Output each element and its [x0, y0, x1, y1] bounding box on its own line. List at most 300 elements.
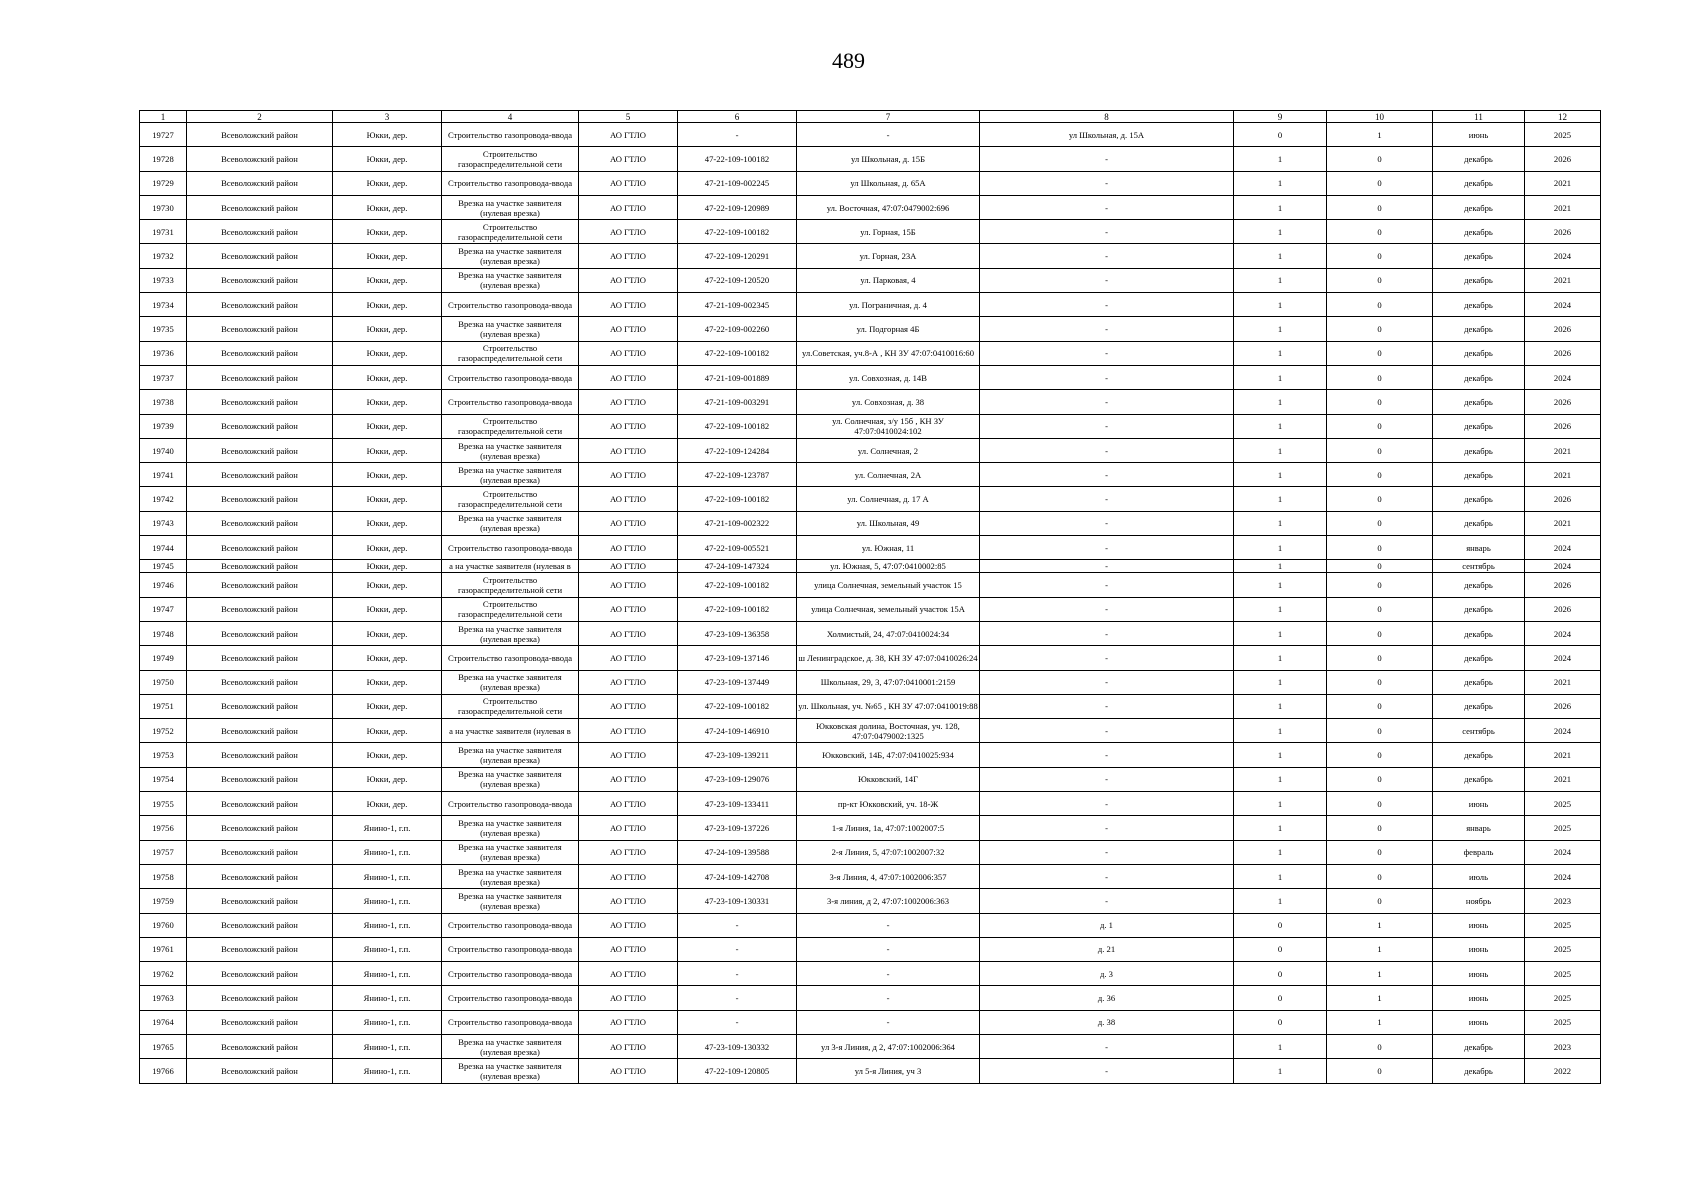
table-row	[140, 1059, 1601, 1083]
table-cell: Строительство газопровода-ввода	[442, 390, 579, 414]
table-cell: Строительство газопровода-ввода	[442, 536, 579, 560]
table-cell: Врезка на участке заявителя (нулевая врезка)	[442, 889, 579, 913]
table-row	[140, 767, 1601, 791]
table-cell: 1	[1234, 244, 1327, 268]
table-cell: -	[980, 670, 1234, 694]
column-header: 2	[187, 111, 333, 123]
table-row	[140, 646, 1601, 670]
table-cell: 1	[1234, 816, 1327, 840]
table-cell: июнь	[1433, 123, 1525, 147]
table-cell: -	[980, 365, 1234, 389]
table-cell: Школьная, 29, 3, 47:07:0410001:2159	[797, 670, 980, 694]
table-cell: Янино-1, г.п.	[333, 816, 442, 840]
table-cell: Всеволожский район	[187, 365, 333, 389]
table-cell: 0	[1327, 365, 1433, 389]
table-cell: -	[980, 390, 1234, 414]
table-cell: 2021	[1525, 670, 1601, 694]
table-cell: 1	[1234, 414, 1327, 438]
table-cell: -	[980, 646, 1234, 670]
table-cell: -	[980, 621, 1234, 645]
table-cell: сентябрь	[1433, 560, 1525, 573]
table-cell: декабрь	[1433, 268, 1525, 292]
table-cell: ул. Южная, 5, 47:07:0410002:85	[797, 560, 980, 573]
table-cell: АО ГТЛО	[579, 767, 678, 791]
table-cell: ул.Советская, уч.8-А , КН ЗУ 47:07:0410016:60	[797, 341, 980, 365]
table-cell: д. 36	[980, 986, 1234, 1010]
table-cell: 0	[1327, 463, 1433, 487]
table-cell: Всеволожский район	[187, 816, 333, 840]
table-cell: АО ГТЛО	[579, 171, 678, 195]
table-cell: 0	[1327, 621, 1433, 645]
table-cell: ул Школьная, д. 15Б	[797, 147, 980, 171]
table-cell: Всеволожский район	[187, 220, 333, 244]
table-cell: 47-23-109-137449	[678, 670, 797, 694]
table-cell: 0	[1327, 414, 1433, 438]
table-cell: декабрь	[1433, 293, 1525, 317]
table-cell: 47-22-109-120989	[678, 195, 797, 219]
table-cell: 19757	[140, 840, 187, 864]
table-cell: Строительство газораспределительной сети	[442, 414, 579, 438]
table-row	[140, 937, 1601, 961]
table-cell: 0	[1327, 293, 1433, 317]
header-row	[140, 111, 1601, 123]
table-cell: 19764	[140, 1010, 187, 1034]
table-cell: АО ГТЛО	[579, 816, 678, 840]
table-cell: ул. Совхозная, д. 14В	[797, 365, 980, 389]
table-cell: ноябрь	[1433, 889, 1525, 913]
table-cell: 0	[1234, 937, 1327, 961]
table-cell: 47-22-109-100182	[678, 694, 797, 718]
table-cell: -	[980, 597, 1234, 621]
table-cell: 2026	[1525, 573, 1601, 597]
table-cell: 0	[1327, 487, 1433, 511]
table-cell: ул Школьная, д. 65А	[797, 171, 980, 195]
table-cell: 1	[1234, 560, 1327, 573]
table-cell: Строительство газораспределительной сети	[442, 341, 579, 365]
column-header: 1	[140, 111, 187, 123]
table-cell: -	[797, 986, 980, 1010]
table-cell: 0	[1327, 244, 1433, 268]
table-cell: 2024	[1525, 293, 1601, 317]
table-cell: АО ГТЛО	[579, 463, 678, 487]
table-cell: 19745	[140, 560, 187, 573]
table-cell: 1	[1234, 646, 1327, 670]
table-cell: -	[980, 341, 1234, 365]
table-cell: АО ГТЛО	[579, 694, 678, 718]
table-cell: Всеволожский район	[187, 962, 333, 986]
table-cell: Врезка на участке заявителя (нулевая врезка)	[442, 840, 579, 864]
table-cell: АО ГТЛО	[579, 293, 678, 317]
table-cell: АО ГТЛО	[579, 220, 678, 244]
table-cell: АО ГТЛО	[579, 365, 678, 389]
table-cell: 2021	[1525, 438, 1601, 462]
table-cell: 19739	[140, 414, 187, 438]
table-cell: 3-я Линия, 4, 47:07:1002006:357	[797, 864, 980, 888]
table-cell: 1	[1234, 268, 1327, 292]
table-cell: 19741	[140, 463, 187, 487]
table-cell: 47-22-109-120520	[678, 268, 797, 292]
table-cell: Строительство газораспределительной сети	[442, 487, 579, 511]
table-row	[140, 123, 1601, 147]
column-header: 8	[980, 111, 1234, 123]
table-cell: Всеволожский район	[187, 621, 333, 645]
page-number: 489	[832, 48, 865, 73]
table-cell: 0	[1327, 792, 1433, 816]
table-cell: -	[980, 864, 1234, 888]
table-cell: декабрь	[1433, 487, 1525, 511]
column-header: 12	[1525, 111, 1601, 123]
table-cell: -	[980, 743, 1234, 767]
table-cell: Всеволожский район	[187, 487, 333, 511]
table-cell: 47-22-109-100182	[678, 147, 797, 171]
table-cell: Всеволожский район	[187, 536, 333, 560]
table-cell: 19735	[140, 317, 187, 341]
table-cell: 1	[1234, 341, 1327, 365]
table-cell: 2024	[1525, 840, 1601, 864]
table-cell: 1	[1234, 220, 1327, 244]
table-cell: декабрь	[1433, 438, 1525, 462]
table-cell: Янино-1, г.п.	[333, 889, 442, 913]
table-row	[140, 1034, 1601, 1058]
table-cell: 47-24-109-142708	[678, 864, 797, 888]
table-row	[140, 962, 1601, 986]
table-cell: 19762	[140, 962, 187, 986]
table-cell: Строительство газораспределительной сети	[442, 573, 579, 597]
table-cell: Юкки, дер.	[333, 220, 442, 244]
table-cell: 1-я Линия, 1а, 47:07:1002007:5	[797, 816, 980, 840]
table-cell: АО ГТЛО	[579, 743, 678, 767]
table-cell: Всеволожский район	[187, 646, 333, 670]
table-cell: декабрь	[1433, 463, 1525, 487]
table-row	[140, 365, 1601, 389]
table-cell: 1	[1234, 767, 1327, 791]
table-cell: 2023	[1525, 889, 1601, 913]
table-cell: АО ГТЛО	[579, 438, 678, 462]
table-cell: -	[980, 560, 1234, 573]
table-cell: январь	[1433, 816, 1525, 840]
table-cell: 2024	[1525, 536, 1601, 560]
table-cell: 47-23-109-133411	[678, 792, 797, 816]
table-cell: Всеволожский район	[187, 767, 333, 791]
table-cell: 47-24-109-146910	[678, 719, 797, 743]
table-cell: -	[797, 962, 980, 986]
table-cell: 19766	[140, 1059, 187, 1083]
table-cell: 2025	[1525, 986, 1601, 1010]
table-cell: ул. Школьная, уч. №65 , КН ЗУ 47:07:0410019:88	[797, 694, 980, 718]
table-cell: Всеволожский район	[187, 1059, 333, 1083]
table-cell: АО ГТЛО	[579, 864, 678, 888]
table-cell: 0	[1327, 864, 1433, 888]
table-cell: -	[797, 1010, 980, 1034]
table-cell: Всеволожский район	[187, 560, 333, 573]
table-cell: 47-22-109-120805	[678, 1059, 797, 1083]
table-row	[140, 913, 1601, 937]
table-cell: АО ГТЛО	[579, 268, 678, 292]
table-cell: 2021	[1525, 171, 1601, 195]
table-cell: Юкки, дер.	[333, 560, 442, 573]
table-row	[140, 463, 1601, 487]
table-cell: 1	[1327, 962, 1433, 986]
table-cell: Юкки, дер.	[333, 195, 442, 219]
table-cell: 0	[1327, 816, 1433, 840]
table-cell: Янино-1, г.п.	[333, 864, 442, 888]
table-cell: -	[980, 317, 1234, 341]
table-cell: АО ГТЛО	[579, 913, 678, 937]
table-cell: Янино-1, г.п.	[333, 962, 442, 986]
table-cell: 47-23-109-137146	[678, 646, 797, 670]
table-cell: ул. Восточная, 47:07:0479002:696	[797, 195, 980, 219]
table-cell: 2024	[1525, 719, 1601, 743]
table-cell: 2024	[1525, 560, 1601, 573]
table-cell: 19743	[140, 511, 187, 535]
table-cell: Юкки, дер.	[333, 694, 442, 718]
table-cell: 0	[1327, 341, 1433, 365]
table-cell: 1	[1234, 365, 1327, 389]
table-cell: ул Школьная, д. 15А	[980, 123, 1234, 147]
table-cell: -	[980, 414, 1234, 438]
table-cell: ул 5-я Линия, уч 3	[797, 1059, 980, 1083]
table-cell: 47-23-109-139211	[678, 743, 797, 767]
table-cell: Юкки, дер.	[333, 536, 442, 560]
table-cell: а на участке заявителя (нулевая в	[442, 560, 579, 573]
table-cell: Всеволожский район	[187, 913, 333, 937]
table-cell: Строительство газораспределительной сети	[442, 220, 579, 244]
table-cell: -	[980, 840, 1234, 864]
table-row	[140, 986, 1601, 1010]
table-cell: Юкки, дер.	[333, 365, 442, 389]
table-cell: АО ГТЛО	[579, 840, 678, 864]
table-cell: -	[980, 1034, 1234, 1058]
table-row	[140, 317, 1601, 341]
table-row	[140, 719, 1601, 743]
table-cell: Юкки, дер.	[333, 438, 442, 462]
table-cell: 0	[1327, 573, 1433, 597]
table-cell: Врезка на участке заявителя (нулевая врезка)	[442, 864, 579, 888]
table-cell: 1	[1234, 694, 1327, 718]
table-cell: июль	[1433, 864, 1525, 888]
column-header: 3	[333, 111, 442, 123]
table-cell: Строительство газопровода-ввода	[442, 293, 579, 317]
table-cell: 1	[1234, 1034, 1327, 1058]
table-cell: Врезка на участке заявителя (нулевая врезка)	[442, 767, 579, 791]
table-cell: -	[980, 268, 1234, 292]
table-row	[140, 487, 1601, 511]
table-cell: 19744	[140, 536, 187, 560]
table-row	[140, 220, 1601, 244]
table-cell: июнь	[1433, 1010, 1525, 1034]
table-cell: 47-22-109-100182	[678, 597, 797, 621]
table-cell: 47-22-109-100182	[678, 487, 797, 511]
table-cell: -	[980, 1059, 1234, 1083]
table-cell: 0	[1327, 511, 1433, 535]
table-cell: улица Солнечная, земельный участок 15А	[797, 597, 980, 621]
table-cell: 0	[1234, 986, 1327, 1010]
table-cell: 47-21-109-001889	[678, 365, 797, 389]
table-cell: АО ГТЛО	[579, 317, 678, 341]
table-cell: АО ГТЛО	[579, 792, 678, 816]
table-cell: 19765	[140, 1034, 187, 1058]
table-cell: 19734	[140, 293, 187, 317]
table-cell: АО ГТЛО	[579, 147, 678, 171]
table-cell: Врезка на участке заявителя (нулевая врезка)	[442, 463, 579, 487]
table-cell: 2026	[1525, 414, 1601, 438]
column-header: 10	[1327, 111, 1433, 123]
table-cell: Всеволожский район	[187, 597, 333, 621]
table-cell: пр-кт Юкковский, уч. 18-Ж	[797, 792, 980, 816]
table-cell: 0	[1234, 962, 1327, 986]
table-cell: февраль	[1433, 840, 1525, 864]
table-row	[140, 414, 1601, 438]
table-cell: Янино-1, г.п.	[333, 1010, 442, 1034]
table-cell: Строительство газопровода-ввода	[442, 1010, 579, 1034]
table-cell: Всеволожский район	[187, 1010, 333, 1034]
table-row	[140, 621, 1601, 645]
table-cell: 1	[1234, 511, 1327, 535]
table-cell: ул. Солнечная, д. 17 А	[797, 487, 980, 511]
table-cell: 47-24-109-147324	[678, 560, 797, 573]
table-row	[140, 840, 1601, 864]
table-cell: декабрь	[1433, 646, 1525, 670]
table-cell: Юкки, дер.	[333, 317, 442, 341]
table-cell: 19729	[140, 171, 187, 195]
table-cell: 47-22-109-002260	[678, 317, 797, 341]
table-cell: 0	[1327, 220, 1433, 244]
table-cell: 1	[1234, 195, 1327, 219]
table-cell: Юкки, дер.	[333, 171, 442, 195]
table-cell: 47-23-109-137226	[678, 816, 797, 840]
table-cell: АО ГТЛО	[579, 341, 678, 365]
table-row	[140, 195, 1601, 219]
table-cell: 0	[1327, 560, 1433, 573]
table-cell: 47-22-109-100182	[678, 414, 797, 438]
table-cell: 2025	[1525, 937, 1601, 961]
table-cell: Всеволожский район	[187, 986, 333, 1010]
table-cell: Юкки, дер.	[333, 147, 442, 171]
table-cell: Врезка на участке заявителя (нулевая врезка)	[442, 268, 579, 292]
table-cell: 2026	[1525, 390, 1601, 414]
table-cell: АО ГТЛО	[579, 1010, 678, 1034]
table-cell: 3-я линия, д 2, 47:07:1002006:363	[797, 889, 980, 913]
table-cell: -	[980, 536, 1234, 560]
table-cell: -	[980, 719, 1234, 743]
table-cell: Янино-1, г.п.	[333, 840, 442, 864]
table-cell: декабрь	[1433, 670, 1525, 694]
data-table	[139, 110, 1601, 1084]
table-cell: 2025	[1525, 123, 1601, 147]
table-cell: АО ГТЛО	[579, 889, 678, 913]
table-cell: 2024	[1525, 244, 1601, 268]
table-cell: АО ГТЛО	[579, 1034, 678, 1058]
table-cell: 19740	[140, 438, 187, 462]
table-cell: -	[980, 244, 1234, 268]
table-cell: Всеволожский район	[187, 511, 333, 535]
table-cell: Холмистый, 24, 47:07:0410024:34	[797, 621, 980, 645]
column-header: 9	[1234, 111, 1327, 123]
table-cell: ул. Солнечная, з/у 15б , КН ЗУ 47:07:0410024:102	[797, 414, 980, 438]
table-cell: Юкки, дер.	[333, 463, 442, 487]
table-cell: 0	[1327, 694, 1433, 718]
table-cell: Всеволожский район	[187, 670, 333, 694]
table-cell: июнь	[1433, 937, 1525, 961]
table-row	[140, 536, 1601, 560]
table-cell: декабрь	[1433, 621, 1525, 645]
table-cell: 47-22-109-124284	[678, 438, 797, 462]
table-cell: Врезка на участке заявителя (нулевая врезка)	[442, 816, 579, 840]
table-cell: Юкковский, 14Г	[797, 767, 980, 791]
table-cell: 0	[1234, 123, 1327, 147]
table-cell: 0	[1327, 268, 1433, 292]
table-cell: 1	[1327, 937, 1433, 961]
table-cell: 19763	[140, 986, 187, 1010]
table-cell: -	[797, 937, 980, 961]
table-cell: АО ГТЛО	[579, 937, 678, 961]
table-cell: 2021	[1525, 463, 1601, 487]
table-cell: АО ГТЛО	[579, 536, 678, 560]
table-cell: 0	[1327, 195, 1433, 219]
table-row	[140, 743, 1601, 767]
column-header: 5	[579, 111, 678, 123]
table-cell: -	[678, 986, 797, 1010]
table-cell: Строительство газопровода-ввода	[442, 937, 579, 961]
table-cell: 1	[1327, 123, 1433, 147]
table-cell: д. 21	[980, 937, 1234, 961]
table-cell: Строительство газопровода-ввода	[442, 792, 579, 816]
table-cell: Юкки, дер.	[333, 293, 442, 317]
table-cell: Янино-1, г.п.	[333, 913, 442, 937]
table-row	[140, 268, 1601, 292]
table-cell: 19756	[140, 816, 187, 840]
table-cell: 19737	[140, 365, 187, 389]
table-cell: 19754	[140, 767, 187, 791]
table-cell: -	[678, 962, 797, 986]
table-cell: 2026	[1525, 694, 1601, 718]
table-cell: 1	[1327, 913, 1433, 937]
table-cell: 2026	[1525, 487, 1601, 511]
table-cell: 1	[1327, 986, 1433, 1010]
table-cell: -	[980, 463, 1234, 487]
table-cell: ул. Солнечная, 2А	[797, 463, 980, 487]
table-cell: Врезка на участке заявителя (нулевая врезка)	[442, 438, 579, 462]
table-cell: 2024	[1525, 646, 1601, 670]
table-cell: 0	[1327, 1034, 1433, 1058]
table-cell: 2024	[1525, 365, 1601, 389]
table-cell: ул. Солнечная, 2	[797, 438, 980, 462]
table-cell: 19760	[140, 913, 187, 937]
table-cell: АО ГТЛО	[579, 123, 678, 147]
table-cell: 1	[1234, 463, 1327, 487]
table-cell: Юкки, дер.	[333, 719, 442, 743]
table-cell: Врезка на участке заявителя (нулевая врезка)	[442, 1059, 579, 1083]
table-cell: д. 1	[980, 913, 1234, 937]
table-cell: Юкки, дер.	[333, 268, 442, 292]
table-cell: ул. Горная, 15Б	[797, 220, 980, 244]
table-cell: 47-21-109-002345	[678, 293, 797, 317]
table-cell: 0	[1327, 317, 1433, 341]
table-cell: Юкки, дер.	[333, 244, 442, 268]
table-cell: 19736	[140, 341, 187, 365]
table-cell: 47-21-109-003291	[678, 390, 797, 414]
table-cell: ул. Пограничная, д. 4	[797, 293, 980, 317]
table-cell: 2021	[1525, 743, 1601, 767]
table-cell: 2024	[1525, 864, 1601, 888]
table-cell: Врезка на участке заявителя (нулевая врезка)	[442, 317, 579, 341]
table-cell: 0	[1234, 1010, 1327, 1034]
table-cell: Врезка на участке заявителя (нулевая врезка)	[442, 511, 579, 535]
table-cell: 0	[1327, 597, 1433, 621]
table-cell: 2026	[1525, 597, 1601, 621]
table-cell: 1	[1234, 1059, 1327, 1083]
table-cell: 47-21-109-002322	[678, 511, 797, 535]
